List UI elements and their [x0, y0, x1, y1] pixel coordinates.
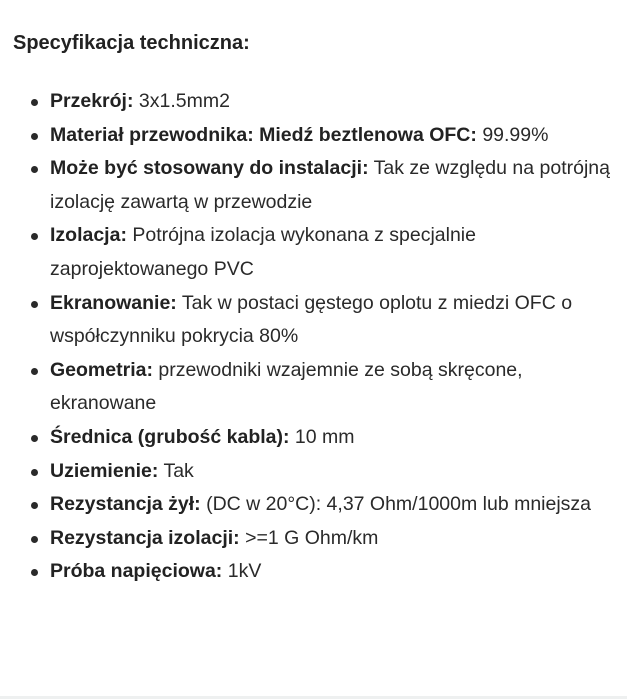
spec-value: 1kV — [227, 560, 262, 583]
spec-label: Uziemienie: — [50, 459, 159, 482]
spec-value: Potrójna izolacja wykonana z specjalnie zaprojektowanego PVC — [50, 224, 476, 280]
spec-item — [50, 119, 615, 153]
spec-value: Tak ze względu na potrójną izolację zawartą w przewodzie — [50, 157, 610, 213]
spec-item — [50, 152, 615, 219]
spec-item — [50, 354, 615, 421]
spec-value: 3x1.5mm2 — [138, 90, 230, 112]
spec-label: Próba napięciowa: — [50, 560, 223, 583]
spec-value: 10 mm — [294, 425, 355, 448]
spec-value: Tak w postaci gęstego oplotu z miedzi OFC o współczynniku pokrycia 80% — [50, 291, 573, 348]
spec-label: Przekrój: — [50, 90, 134, 112]
spec-list — [0, 85, 615, 589]
spec-value: Tak — [163, 459, 194, 482]
spec-label: Rezystancja żył: — [50, 493, 201, 516]
spec-label: Ekranowanie: — [50, 291, 177, 314]
spec-label: Materiał przewodnika: Miedź beztlenowa OFC: — [50, 123, 477, 146]
spec-label: Geometria: — [50, 358, 153, 381]
spec-item — [50, 219, 615, 286]
spec-item — [50, 287, 615, 354]
spec-label: Rezystancja izolacji: — [50, 526, 240, 549]
spec-label: Średnica (grubość kabla): — [50, 425, 290, 448]
spec-value: >=1 G Ohm/km — [245, 526, 379, 549]
spec-item — [50, 488, 615, 522]
spec-value: (DC w 20°C): 4,37 Ohm/1000m lub mniejsza — [206, 493, 592, 516]
spec-item — [50, 85, 615, 119]
spec-item — [50, 421, 615, 455]
spec-item — [50, 455, 615, 489]
spec-label: Może być stosowany do instalacji: — [50, 157, 369, 180]
spec-value: 99.99% — [482, 123, 549, 146]
spec-label: Izolacja: — [50, 224, 127, 247]
section-heading: Specyfikacja techniczna: — [13, 32, 250, 54]
spec-item — [50, 522, 615, 556]
spec-item — [50, 555, 615, 589]
spec-value: przewodniki wzajemnie ze sobą skręcone, ekranowane — [50, 358, 523, 415]
